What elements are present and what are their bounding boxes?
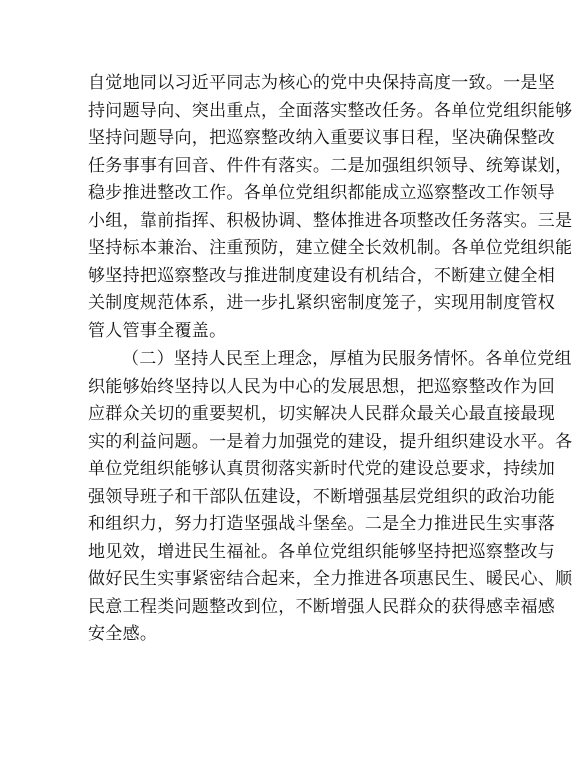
- paragraph-line: 应群众关切的重要契机，切实解决人民群众最关心最直接最现: [88, 404, 556, 424]
- paragraph-line: 安全感。: [88, 624, 158, 644]
- paragraph-line: 单位党组织能够认真贯彻落实新时代党的建设总要求，持续加: [88, 459, 556, 479]
- paragraph-line: 坚持问题导向，把巡察整改纳入重要议事日程，坚决确保整改: [88, 128, 556, 148]
- paragraph-line: 关制度规范体系，进一步扎紧织密制度笼子，实现用制度管权: [88, 293, 556, 313]
- paragraph-line: 强领导班子和干部队伍建设，不断增强基层党组织的政治功能: [88, 486, 556, 507]
- paragraph-line: 小组，靠前指挥、积极协调、整体推进各项整改任务落实。三是: [88, 210, 573, 231]
- paragraph-line-indented: （二）坚持人民至上理念，厚植为民服务情怀。各单位党组: [122, 349, 572, 369]
- paragraph-line: 织能够始终坚持以人民为中心的发展思想，把巡察整改作为回: [88, 376, 556, 397]
- paragraph-line: 实的利益问题。一是着力加强党的建设，提升组织建设水平。各: [88, 431, 573, 452]
- paragraph-line: 地见效，增进民生福祉。各单位党组织能够坚持把巡察整改与: [88, 541, 556, 562]
- paragraph-line: 和组织力，努力打造坚强战斗堡垒。二是全力推进民生实事落: [88, 514, 556, 534]
- paragraph-2: [88, 346, 573, 649]
- paragraph-line: 稳步推进整改工作。各单位党组织都能成立巡察整改工作领导: [88, 183, 556, 203]
- paragraph-line: 够坚持把巡察整改与推进制度建设有机结合，不断建立健全相: [88, 265, 556, 286]
- paragraph-1: [88, 70, 573, 345]
- paragraph-line: 做好民生实事紧密结合起来，全力推进各项惠民生、暖民心、顺: [88, 569, 573, 589]
- paragraph-line: 持问题导向、突出重点，全面落实整改任务。各单位党组织能够: [88, 100, 573, 121]
- paragraph-line: 自觉地同以习近平同志为核心的党中央保持高度一致。一是坚: [88, 73, 556, 93]
- paragraph-line: 管人管事全覆盖。: [88, 320, 227, 341]
- paragraph-line: 坚持标本兼治、注重预防，建立健全长效机制。各单位党组织能: [88, 238, 573, 258]
- paragraph-line: 民意工程类问题整改到位，不断增强人民群众的获得感幸福感: [88, 596, 556, 617]
- paragraph-line: 任务事事有回音、件件有落实。二是加强组织领导、统筹谋划，: [88, 155, 573, 176]
